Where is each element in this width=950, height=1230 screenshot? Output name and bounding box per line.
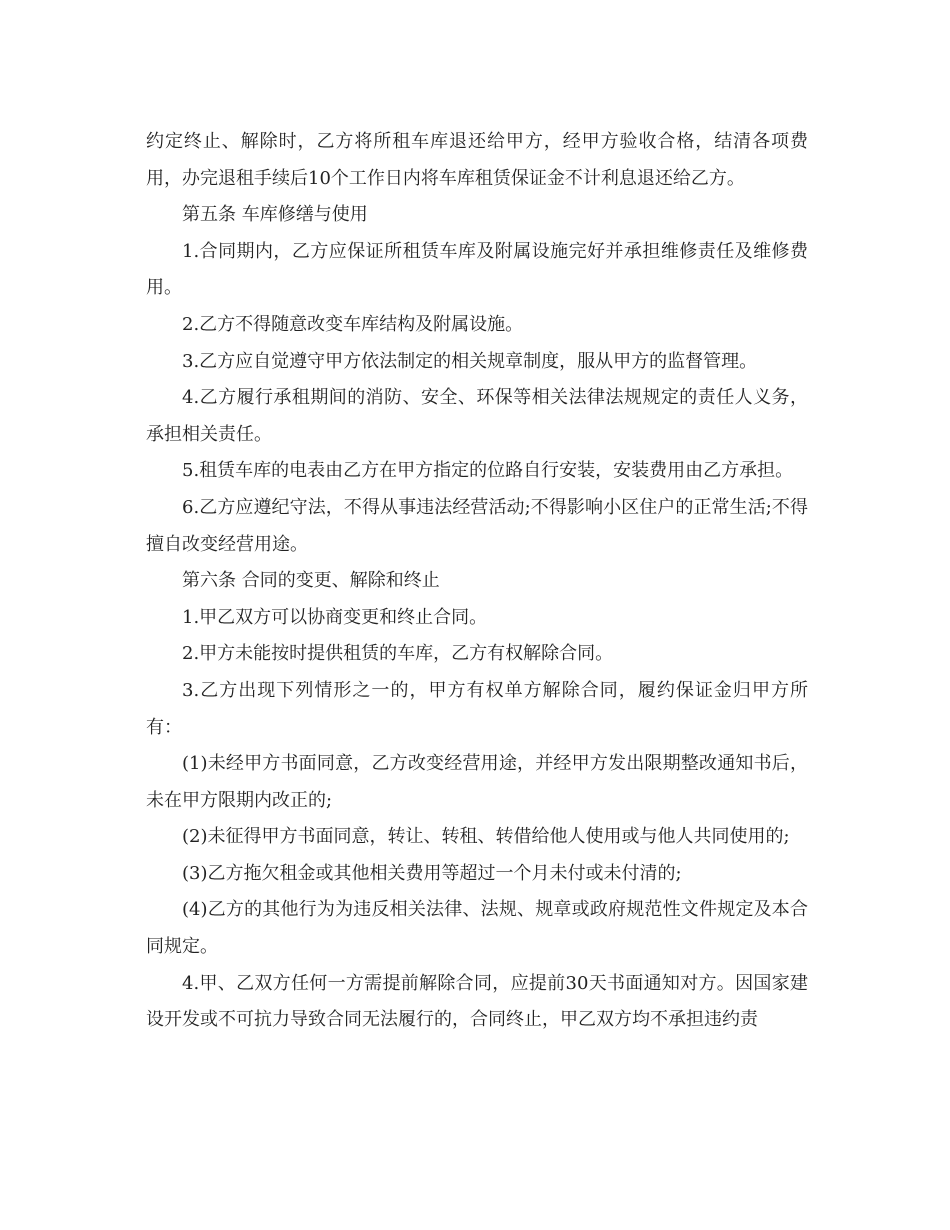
clause-6-3: 3.乙方出现下列情形之一的，甲方有权单方解除合同，履约保证金归甲方所有： — [146, 679, 808, 738]
clause-5-2: 2.乙方不得随意改变车库结构及附属设施。 — [182, 313, 524, 335]
clause-5-4: 4.乙方履行承租期间的消防、安全、环保等相关法律法规规定的责任人义务，承担相关责任。 — [146, 387, 808, 445]
clause-6-3-item-1: (1)未经甲方书面同意，乙方改变经营用途，并经甲方发出限期整改通知书后，未在甲方限期内改正的; — [146, 753, 808, 811]
heading-article-6: 第六条 合同的变更、解除和终止 — [182, 570, 440, 592]
clause-6-3-item-4: (4)乙方的其他行为为违反相关法律、法规、规章或政府规范性文件规定及本合同规定。 — [146, 899, 808, 958]
clause-6-4: 4.甲、乙双方任何一方需提前解除合同，应提前30天书面通知对方。因国家建设开发或不可抗力导致合同无法履行的，合同终止，甲乙双方均不承担违约责 — [146, 972, 808, 1031]
clause-5-5: 5.租赁车库的电表由乙方在甲方指定的位路自行安装，安装费用由乙方承担。 — [182, 460, 794, 482]
clause-5-6: 6.乙方应遵纪守法，不得从事违法经营活动;不得影响小区住户的正常生活;不得擅自改变经营用途。 — [146, 496, 808, 555]
clause-5-1: 1.合同期内，乙方应保证所租赁车库及附属设施完好并承担维修责任及维修费用。 — [146, 240, 808, 299]
heading-article-5: 第五条 车库修缮与使用 — [182, 204, 368, 226]
document-body — [146, 124, 808, 1039]
paragraph-lease-termination-return: 约定终止、解除时，乙方将所租车库退还给甲方，经甲方验收合格，结清各项费用，办完退租手续后10个工作日内将车库租赁保证金不计利息退还给乙方。 — [146, 131, 808, 189]
clause-6-3-item-3: (3)乙方拖欠租金或其他相关费用等超过一个月未付或未付清的; — [182, 862, 682, 884]
clause-6-3-item-2: (2)未征得甲方书面同意，转让、转租、转借给他人使用或与他人共同使用的; — [182, 826, 790, 848]
clause-6-1: 1.甲乙双方可以协商变更和终止合同。 — [182, 606, 488, 628]
clause-6-2: 2.甲方未能按时提供租赁的车库，乙方有权解除合同。 — [182, 643, 614, 665]
clause-5-3: 3.乙方应自觉遵守甲方依法制定的相关规章制度，服从甲方的监督管理。 — [182, 350, 758, 372]
